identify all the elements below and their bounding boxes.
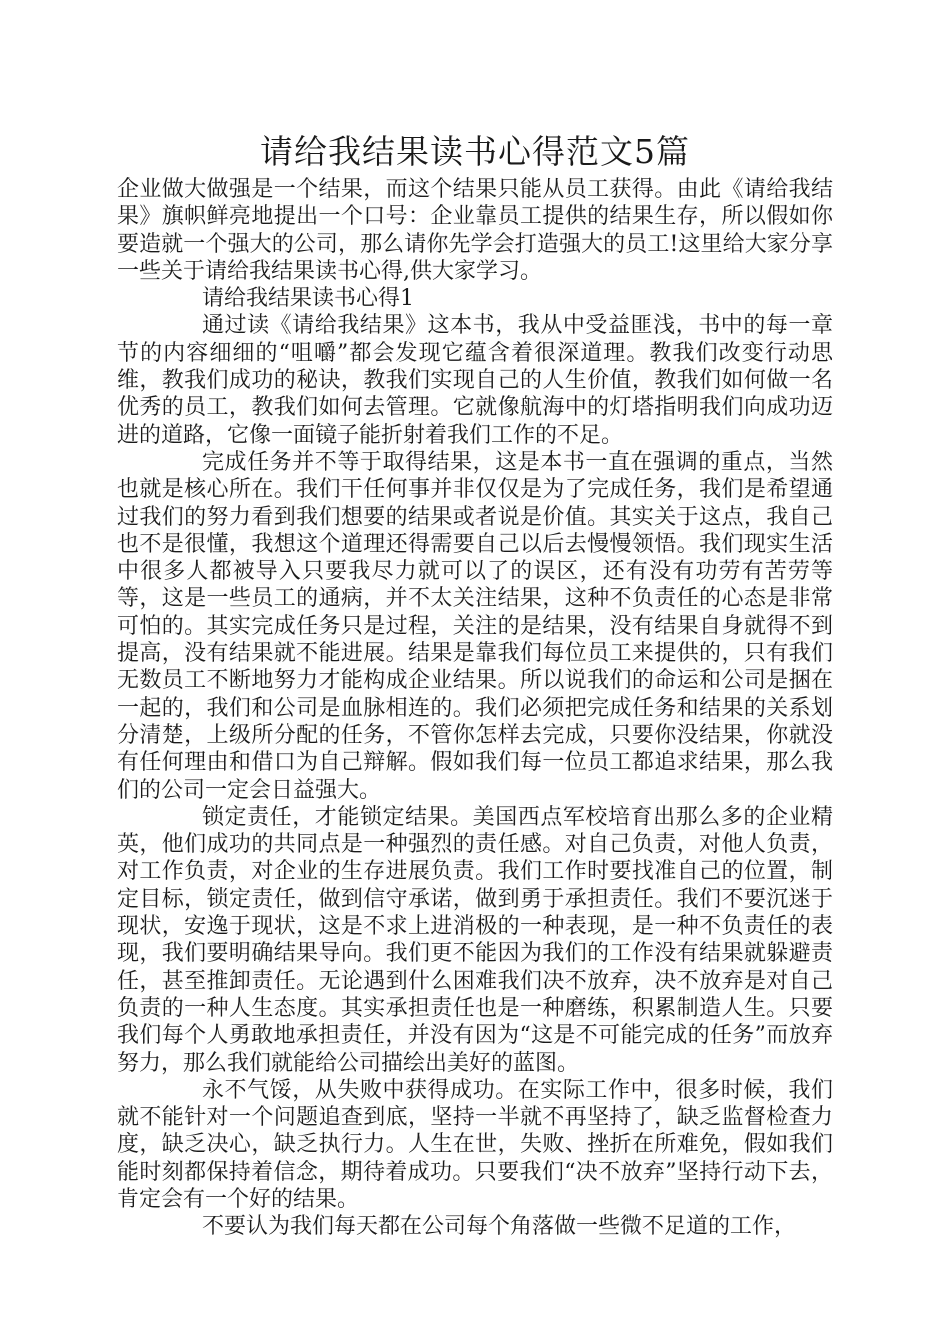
body-paragraph: 不要认为我们每天都在公司每个角落做一些微不足道的工作， bbox=[202, 1214, 797, 1240]
body-paragraph: 永不气馁，从失败中获得成功。在实际工作中，很多时候，我们就不能针对一个问题追查到底，坚持一半就不再坚持了，缺乏监督检查力度，缺乏决心，缺乏执行力。人生在世，失败、挫折在所难免，假如我们能时刻都保持着信念，期待着成功。只要我们“决不放弃”坚持行动下去，肯定会有一个好的结果。 bbox=[117, 1077, 833, 1212]
body-paragraph: 完成任务并不等于取得结果，这是本书一直在强调的重点，当然也就是核心所在。我们干任何事并非仅仅是为了完成任务，我们是希望通过我们的努力看到我们想要的结果或者说是价值。其实关于这点，我自己也不是很懂，我想这个道理还得需要自己以后去慢慢领悟。我们现实生活中很多人都被导入只要我尽力就可以了的误区，还有没有功劳有苦劳等等，这是一些员工的通病，并不太关注结果，这种不负责任的心态是非常可怕的。其实完成任务只是过程，关注的是结果，没有结果自身就得不到提高，没有结果就不能进展。结果是靠我们每位员工来提供的，只有我们无数员工不断地努力才能构成企业结果。所以说我们的命运和公司是捆在一起的，我们和公司是血脉相连的。我们必须把完成任务和结果的关系划分清楚，上级所分配的任务，不管你怎样去完成，只要你没结果，你就没有任何理由和借口为自己辩解。假如我们每一位员工都追求结果，那么我们的公司一定会日益强大。 bbox=[117, 449, 833, 803]
document-page bbox=[117, 128, 833, 1241]
body-paragraph: 锁定责任，才能锁定结果。美国西点军校培育出那么多的企业精英，他们成功的共同点是一种强烈的责任感。对自己负责，对他人负责，对工作负责，对企业的生存进展负责。我们工作时要找准自己的位置，制定目标，锁定责任，做到信守承诺，做到勇于承担责任。我们不要沉迷于现状，安逸于现状，这是不求上进消极的一种表现，是一种不负责任的表现，我们要明确结果导向。我们更不能因为我们的工作没有结果就躲避责任，甚至推卸责任。无论遇到什么困难我们决不放弃，决不放弃是对自己负责的一种人生态度。其实承担责任也是一种磨练，积累制造人生。只要我们每个人勇敢地承担责任，并没有因为“这是不可能完成的任务”而放弃努力，那么我们就能给公司描绘出美好的蓝图。 bbox=[117, 804, 833, 1076]
intro-paragraph: 企业做大做强是一个结果，而这个结果只能从员工获得。由此《请给我结果》旗帜鲜亮地提出一个口号：企业靠员工提供的结果生存，所以假如你要造就一个强大的公司，那么请你先学会打造强大的员工!这里给大家分享一些关于请给我结果读书心得,供大家学习。 bbox=[117, 177, 833, 284]
document-title: 请给我结果读书心得范文5篇 bbox=[260, 132, 690, 171]
body-paragraph: 通过读《请给我结果》这本书，我从中受益匪浅，书中的每一章节的内容细细的“咀嚼”都会发现它蕴含着很深道理。教我们改变行动思维，教我们成功的秘诀，教我们实现自己的人生价值，教我们如何做一名优秀的员工，教我们如何去管理。它就像航海中的灯塔指明我们向成功迈进的道路，它像一面镜子能折射着我们工作的不足。 bbox=[117, 313, 833, 448]
section-heading: 请给我结果读书心得1 bbox=[202, 286, 414, 312]
document-body bbox=[117, 176, 833, 1241]
